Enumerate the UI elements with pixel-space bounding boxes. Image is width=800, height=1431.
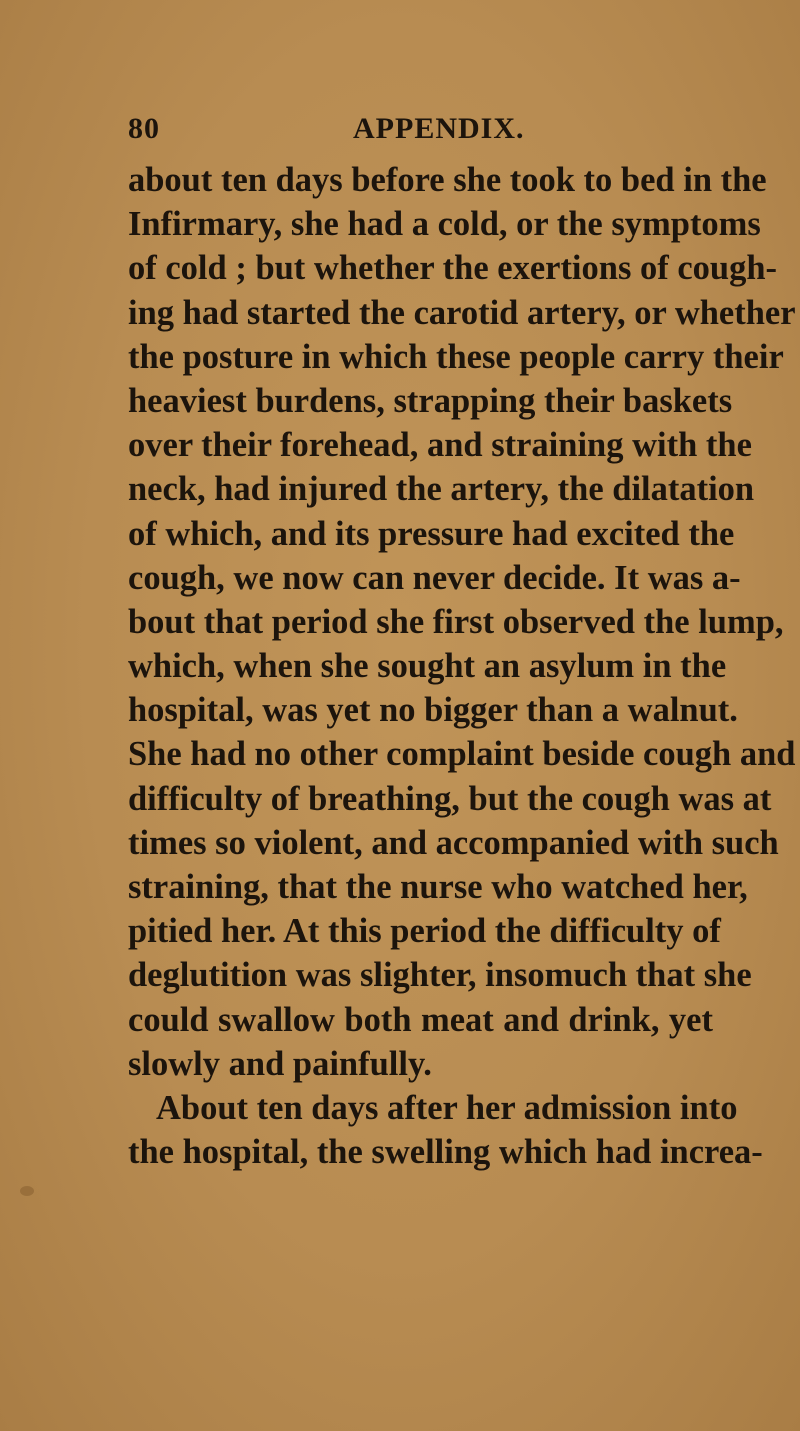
text-line: ing had started the carotid artery, or whether xyxy=(128,293,796,332)
text-line: the hospital, the swelling which had increa- xyxy=(128,1133,763,1172)
text-line: heaviest burdens, strapping their baskets xyxy=(128,381,733,420)
text-line: She had no other complaint beside cough and xyxy=(128,735,796,774)
page-header xyxy=(128,112,728,152)
text-line: bout that period she first observed the lump, xyxy=(128,602,784,641)
paragraph-end-line: slowly and painfully. xyxy=(128,1044,432,1083)
text-line: cough, we now can never decide. It was a- xyxy=(128,558,741,597)
ink-blot-mark xyxy=(20,1186,34,1196)
text-line: hospital, was yet no bigger than a walnut. xyxy=(128,691,738,730)
text-line: pitied her. At this period the difficulty of xyxy=(128,912,721,951)
running-head: APPENDIX. xyxy=(353,112,525,145)
text-line: about ten days before she took to bed in the xyxy=(128,161,767,199)
text-line: Infirmary, she had a cold, or the symptoms xyxy=(128,205,761,244)
body-text xyxy=(128,158,796,1174)
text-line: over their forehead, and straining with the xyxy=(128,426,752,465)
text-line: which, when she sought an asylum in the xyxy=(128,647,727,686)
text-line: difficulty of breathing, but the cough was at xyxy=(128,779,772,818)
page-number: 80 xyxy=(128,112,160,145)
paragraph-start-line: About ten days after her admission into xyxy=(156,1088,738,1127)
text-line: straining, that the nurse who watched her, xyxy=(128,868,748,906)
text-line: neck, had injured the artery, the dilatation xyxy=(128,470,755,509)
text-line: of cold ; but whether the exertions of cough- xyxy=(128,249,778,288)
text-line: times so violent, and accompanied with such xyxy=(128,823,779,862)
text-line: the posture in which these people carry their xyxy=(128,337,784,376)
text-line: of which, and its pressure had excited the xyxy=(128,514,735,553)
text-line: could swallow both meat and drink, yet xyxy=(128,1000,713,1039)
text-line: deglutition was slighter, insomuch that she xyxy=(128,956,752,995)
